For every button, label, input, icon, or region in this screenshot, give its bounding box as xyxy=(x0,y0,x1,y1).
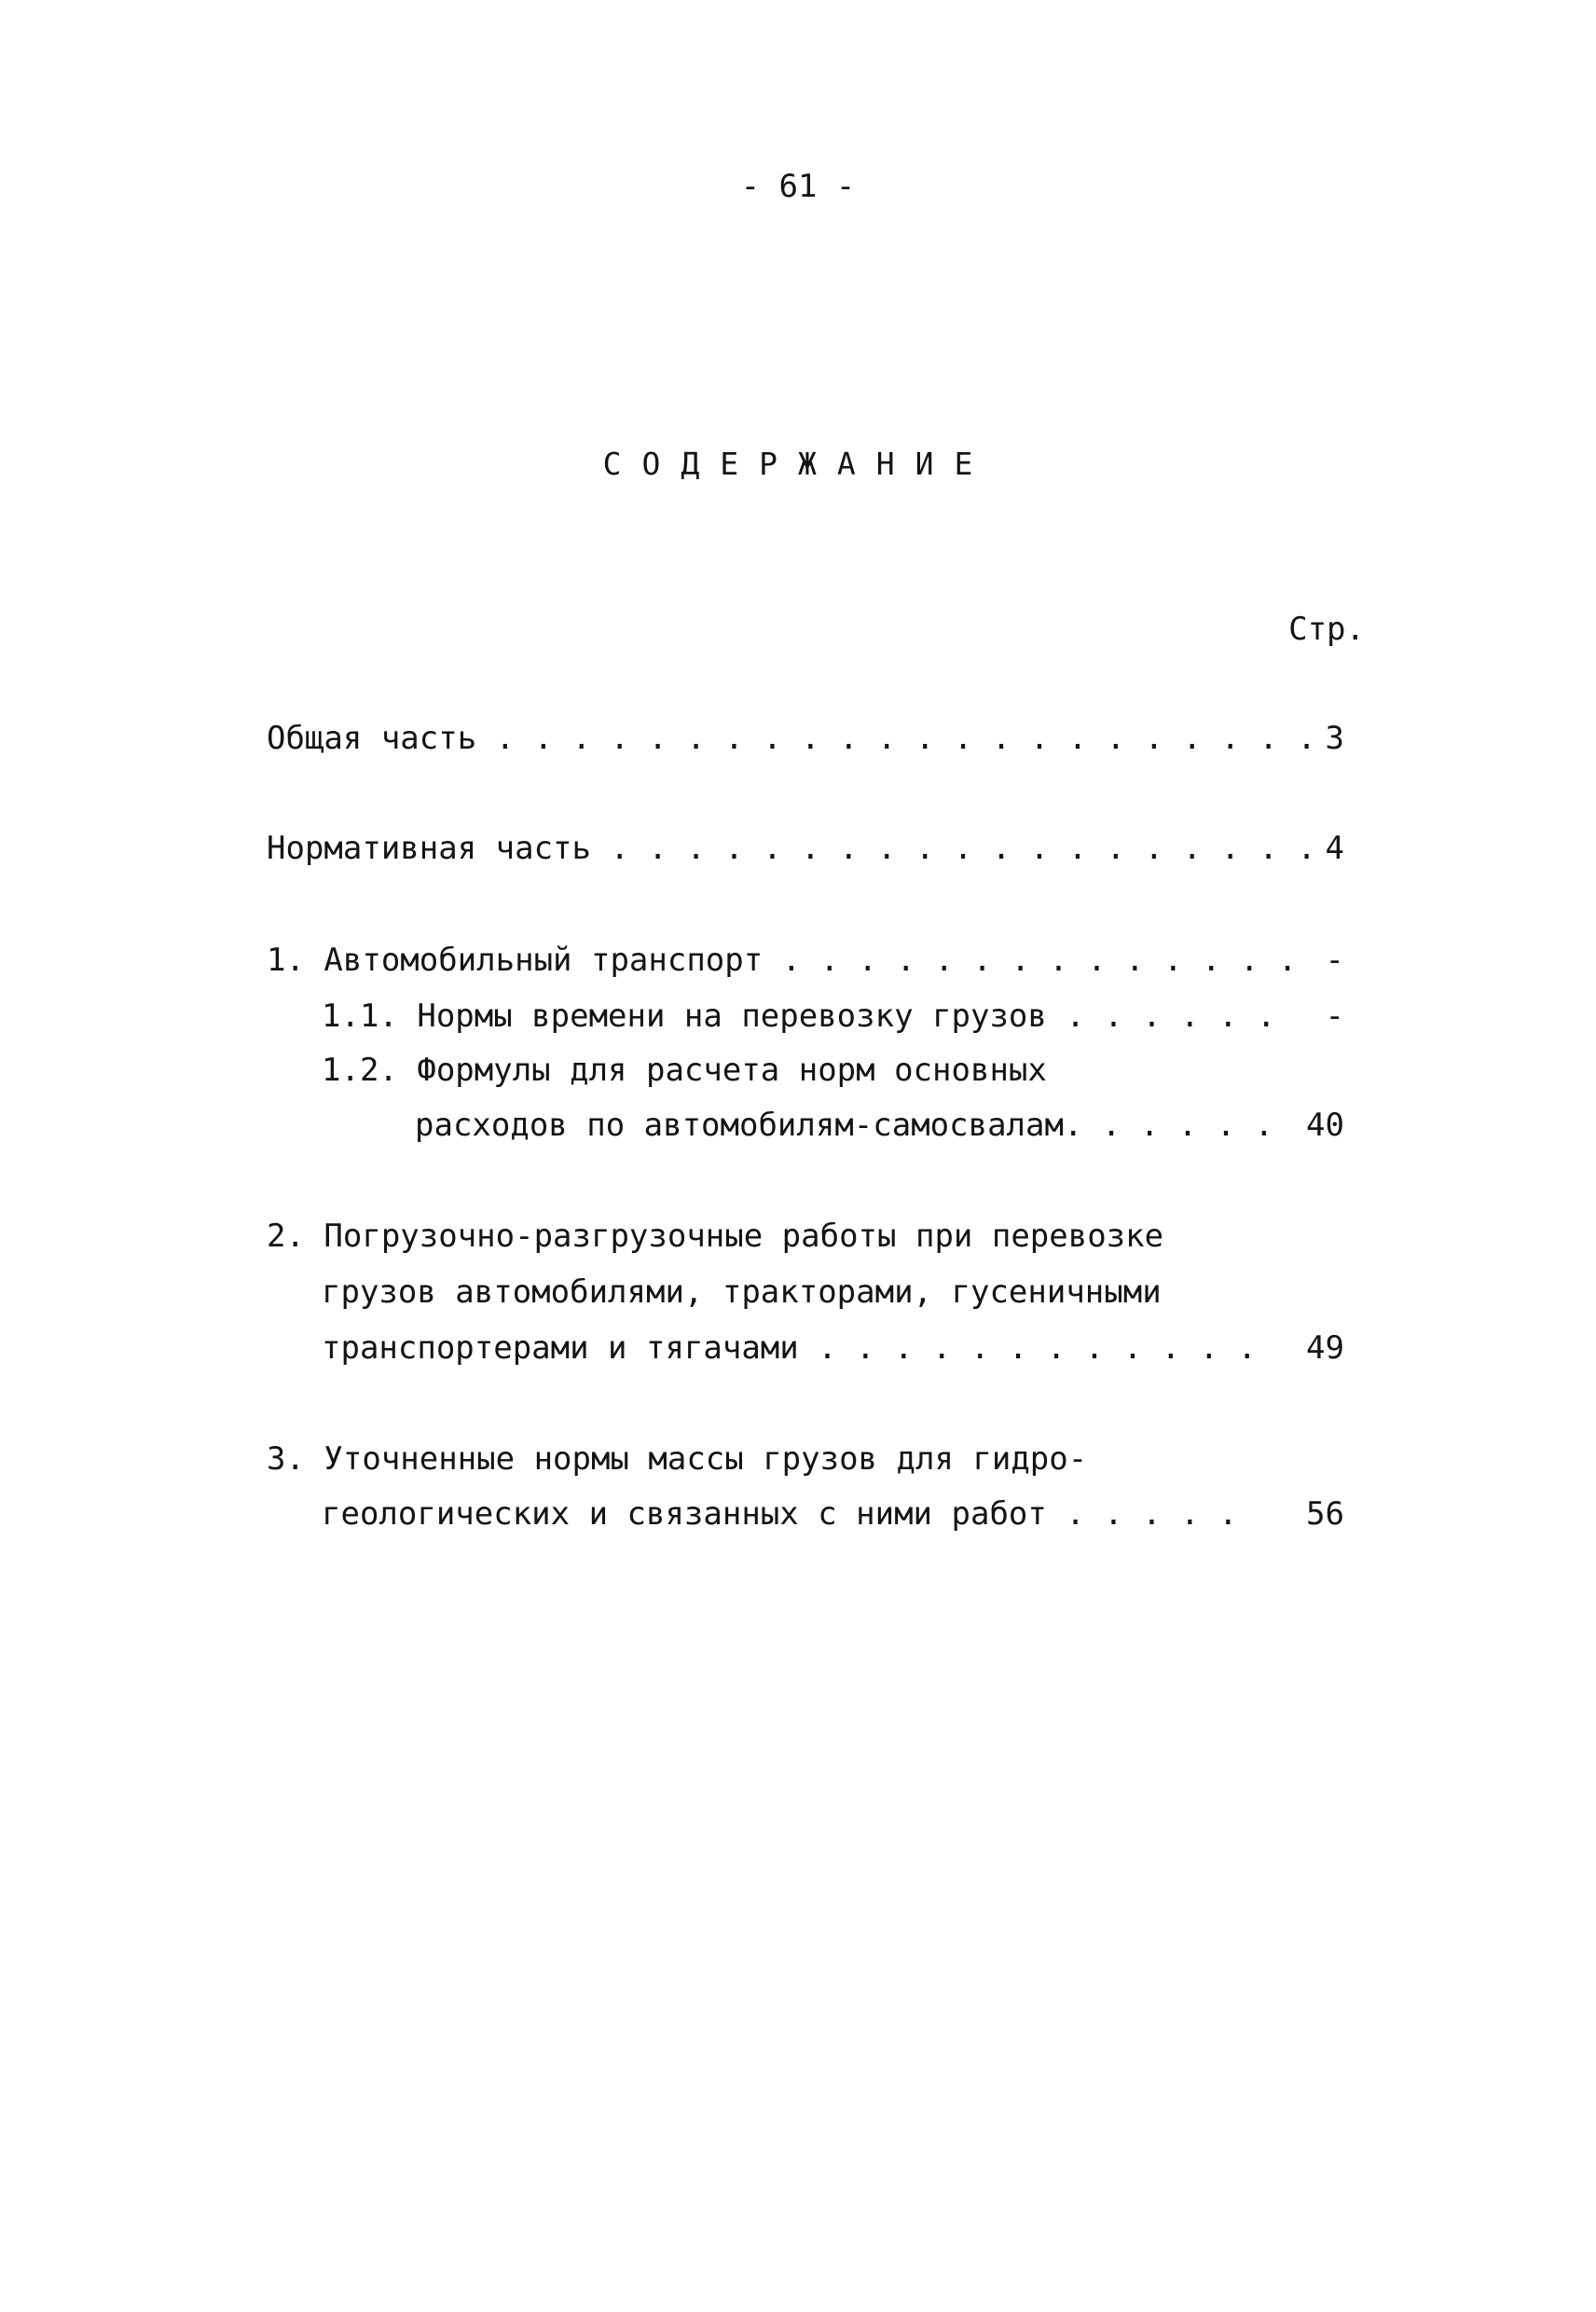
toc-entry-section-2-line2: грузов автомобилями, тракторами, гусеничными xyxy=(322,1273,1162,1311)
toc-entry-section-2-line1: 2. Погрузочно-разгрузочные работы при перевозке xyxy=(267,1218,1164,1255)
toc-page-section-1-1: - xyxy=(1325,998,1344,1035)
page-column-label: Стр. xyxy=(1288,611,1365,648)
toc-entry-section-2-line3: транспортерами и тягачами . . . . . . . . . . . . xyxy=(322,1329,1258,1367)
toc-entry-section-1-2-line2: расходов по автомобилям-самосвалам. . . . . . xyxy=(415,1107,1274,1144)
toc-page-section-1: - xyxy=(1325,942,1344,979)
toc-page-section-3: 56 xyxy=(1306,1495,1344,1533)
toc-page-section-2: 49 xyxy=(1306,1329,1344,1367)
toc-page-section-1-2: 40 xyxy=(1306,1107,1344,1144)
page-number: - 61 - xyxy=(740,168,856,205)
toc-entry-section-1-2-line1: 1.2. Формулы для расчета норм основных xyxy=(322,1052,1047,1089)
toc-entry-section-3-line1: 3. Уточненные нормы массы грузов для гидро- xyxy=(267,1440,1088,1478)
toc-page-general: 3 xyxy=(1325,720,1344,757)
toc-entry-section-1-1: 1.1. Нормы времени на перевозку грузов . . . . . . xyxy=(322,998,1276,1035)
document-title: СОДЕРЖАНИЕ xyxy=(602,446,994,482)
toc-entry-section-1: 1. Автомобильный транспорт . . . . . . . . . . . . . . xyxy=(267,942,1298,979)
toc-entry-general: Общая часть . . . . . . . . . . . . . . . . . . . . . . xyxy=(267,720,1316,757)
toc-entry-section-3-line2: геологических и связанных с ними работ . . . . . xyxy=(322,1495,1238,1533)
toc-page-normative: 4 xyxy=(1325,830,1344,867)
toc-entry-normative: Нормативная часть . . . . . . . . . . . . . . . . . . . xyxy=(267,830,1316,867)
